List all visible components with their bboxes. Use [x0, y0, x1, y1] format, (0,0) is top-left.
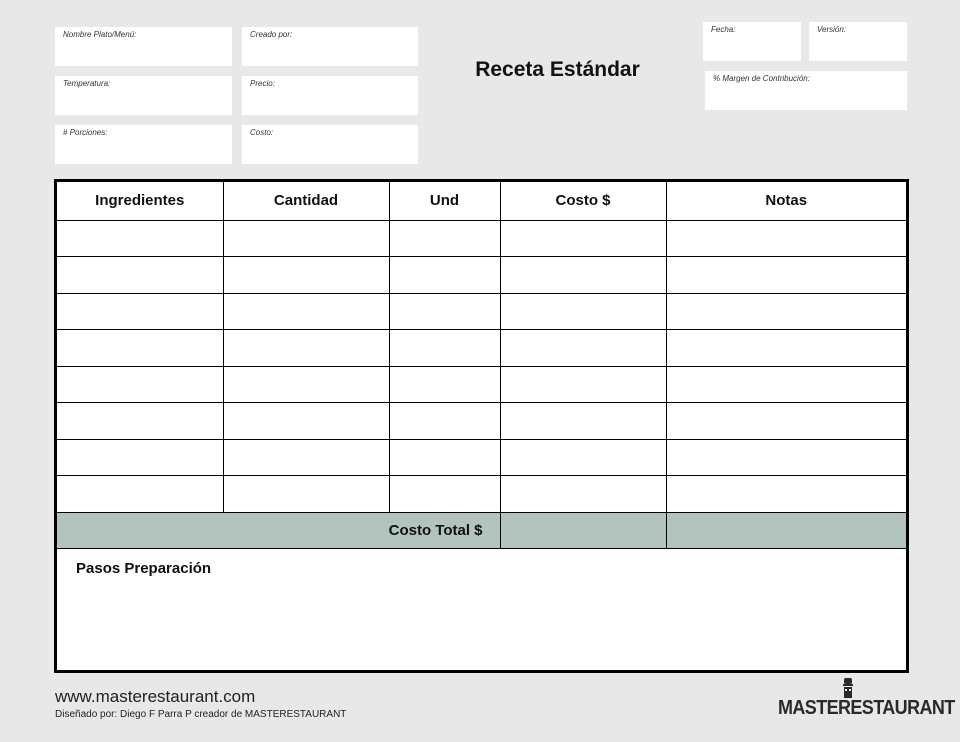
- column-header: Ingredientes: [57, 182, 223, 220]
- preparation-title: Pasos Preparación: [76, 560, 212, 577]
- notes-cell[interactable]: [666, 293, 906, 330]
- cost-cell[interactable]: [500, 403, 666, 440]
- notes-cell[interactable]: [666, 439, 906, 476]
- cost-cell[interactable]: [500, 439, 666, 476]
- notes-cell[interactable]: [666, 220, 906, 257]
- ingredient-cell[interactable]: [57, 403, 223, 440]
- quantity-cell[interactable]: [223, 403, 389, 440]
- notes-cell[interactable]: [666, 257, 906, 294]
- column-header: Costo $: [500, 182, 666, 220]
- date-field[interactable]: [703, 22, 801, 61]
- quantity-cell[interactable]: [223, 293, 389, 330]
- temperature-field[interactable]: [55, 76, 232, 115]
- unit-cell[interactable]: [389, 257, 500, 294]
- ingredient-cell[interactable]: [57, 330, 223, 367]
- version-label: Versión:: [817, 25, 847, 34]
- dish-name-field[interactable]: [55, 27, 232, 66]
- ingredient-cell[interactable]: [57, 366, 223, 403]
- cost-cell[interactable]: [500, 220, 666, 257]
- unit-cell[interactable]: [389, 220, 500, 257]
- date-label: Fecha:: [711, 25, 736, 34]
- preparation-area[interactable]: [57, 587, 906, 670]
- unit-cell[interactable]: [389, 330, 500, 367]
- table-row: [57, 366, 906, 403]
- dish-name-label: Nombre Plato/Menú:: [63, 30, 137, 39]
- footer-url: www.masterestaurant.com: [55, 687, 256, 706]
- unit-cell[interactable]: [389, 439, 500, 476]
- page-title: Receta Estándar: [475, 58, 640, 81]
- created-by-label: Creado por:: [250, 30, 293, 39]
- portions-field[interactable]: [55, 125, 232, 164]
- version-field[interactable]: [809, 22, 907, 61]
- column-header: Cantidad: [223, 182, 389, 220]
- quantity-cell[interactable]: [223, 220, 389, 257]
- price-label: Precio:: [250, 79, 275, 88]
- margin-label: % Margen de Contribución:: [713, 74, 810, 83]
- ingredient-cell[interactable]: [57, 257, 223, 294]
- masterestaurant-logo: [778, 678, 955, 722]
- quantity-cell[interactable]: [223, 366, 389, 403]
- unit-cell[interactable]: [389, 366, 500, 403]
- price-field[interactable]: [242, 76, 418, 115]
- total-notes-cell[interactable]: [666, 512, 906, 549]
- cost-label: Costo:: [250, 128, 274, 137]
- ingredient-cell[interactable]: [57, 293, 223, 330]
- unit-cell[interactable]: [389, 403, 500, 440]
- cost-cell[interactable]: [500, 366, 666, 403]
- portions-label: # Porciones:: [63, 128, 108, 137]
- notes-cell[interactable]: [666, 476, 906, 513]
- quantity-cell[interactable]: [223, 476, 389, 513]
- footer-credit: Diseñado por: Diego F Parra P creador de MASTERESTAURANT: [55, 709, 347, 720]
- cost-cell[interactable]: [500, 293, 666, 330]
- ingredient-cell[interactable]: [57, 439, 223, 476]
- cost-cell[interactable]: [500, 257, 666, 294]
- table-row: [57, 257, 906, 294]
- unit-cell[interactable]: [389, 293, 500, 330]
- table-row: [57, 439, 906, 476]
- quantity-cell[interactable]: [223, 330, 389, 367]
- notes-cell[interactable]: [666, 366, 906, 403]
- created-by-field[interactable]: [242, 27, 418, 66]
- notes-cell[interactable]: [666, 330, 906, 367]
- table-row: [57, 220, 906, 257]
- table-row: [57, 403, 906, 440]
- margin-field[interactable]: [705, 71, 907, 110]
- cost-cell[interactable]: [500, 476, 666, 513]
- table-header-row: [57, 182, 906, 220]
- table-row: [57, 293, 906, 330]
- notes-cell[interactable]: [666, 403, 906, 440]
- quantity-cell[interactable]: [223, 257, 389, 294]
- table-row: [57, 330, 906, 367]
- total-row: [57, 512, 906, 549]
- temperature-label: Temperatura:: [63, 79, 111, 88]
- ingredient-cell[interactable]: [57, 220, 223, 257]
- column-header: Notas: [666, 182, 906, 220]
- total-cost-label: Costo Total $: [57, 512, 500, 549]
- ingredient-cell[interactable]: [57, 476, 223, 513]
- total-cost-value-cell[interactable]: [500, 512, 666, 549]
- logo-text: MASTERESTAURANT: [778, 695, 955, 719]
- table-row: [57, 476, 906, 513]
- column-header: Und: [389, 182, 500, 220]
- cost-cell[interactable]: [500, 330, 666, 367]
- recipe-sheet: [54, 179, 909, 673]
- unit-cell[interactable]: [389, 476, 500, 513]
- cost-field[interactable]: [242, 125, 418, 164]
- ingredients-table: [57, 182, 906, 549]
- quantity-cell[interactable]: [223, 439, 389, 476]
